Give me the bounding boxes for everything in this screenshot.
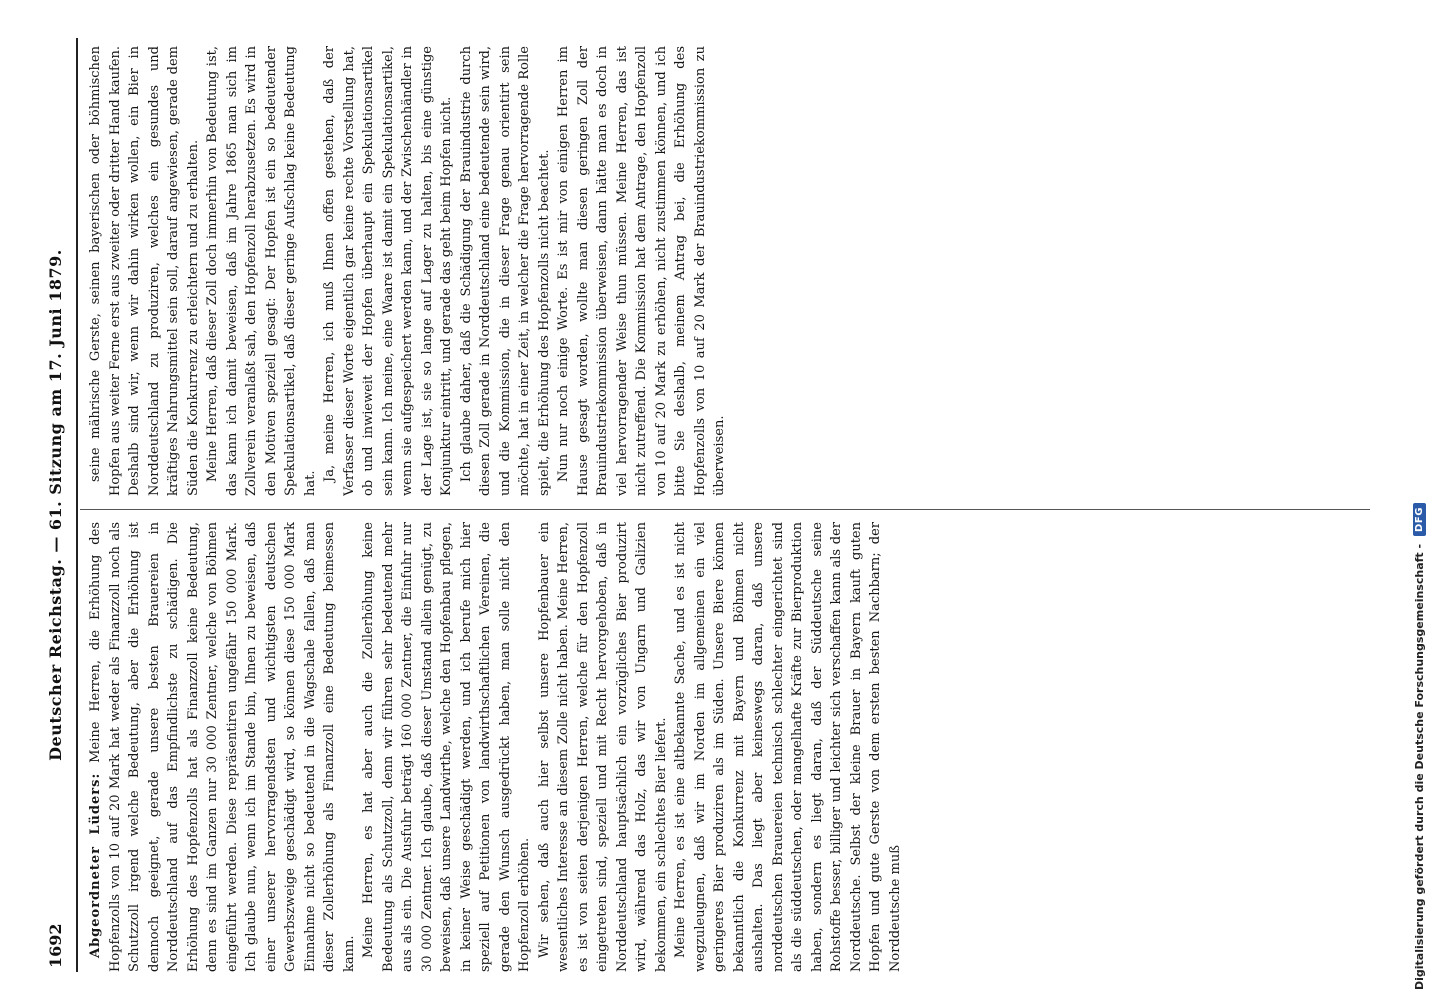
paragraph: Ich glaube daher, daß die Schädigung der Brauindustrie durch diesen Zoll gerade in Norddeutschland eine bedeutende sein wird, und die Kommission, die in dieser Frage genau orientirt sein möchte, hat in einer Zeit, in welcher die Frage hervorragende Rolle spielt, die Erhöhung des Hopfenzolls nicht beachtet. [458, 46, 552, 496]
paragraph-text: Meine Herren, die Erhöhung des Hopfenzolls von 10 auf 20 Mark hat weder als Finanzzoll noch als Schutzzoll irgend welche Bedeutung, aber die Erhöhung ist dennoch geeignet, gerade unsere besten Brauereien in Norddeutschland auf das Empfindlichste zu schädigen. Die Erhöhung des Hopfenzolls hat als Finanzzoll keine Bedeutung, denn es sind im Ganzen nur 30 000 Zentner, welche von Böhmen eingeführt werden. Diese repräsentiren ungefähr 150 000 Mark. Ich glaube nun, wenn ich im Stande bin, Ihnen zu beweisen, daß einer unserer hervorragendsten und wichtigsten deutschen Gewerbszweige geschädigt wird, so können diese 150 000 Mark Einnahme nicht so bedeutend in die Wagschale fallen, daß man dieser Zollerhöhung als Finanzzoll eine Bedeutung beimessen kann. [88, 522, 357, 972]
paragraph: Wir sehen, daß auch hier selbst unsere Hopfenbauer ein wesentliches Interesse an diesem Zolle nicht haben. Meine Herren, es ist von seiten derjenigen Herren, welche für den Hopfenzoll eingetreten sind, speziell und mit Recht hervorgehoben, daß in Norddeutschland hauptsächlich ein vorzügliches Bier produzirt wird, während das Holz, das wir von Ungarn und Galizien bekommen, ein schlechtes Bier liefert. [536, 522, 669, 972]
paragraph: Meine Herren, daß dieser Zoll doch immerhin von Bedeutung ist, das kann ich damit beweisen, daß im Jahre 1865 man sich im Zollverein veranlaßt sah, den Hopfenzoll herabzusetzen. Es wird in den Motiven speziell gesagt: Der Hopfen ist ein so bedeutender Spekulationsartikel, daß dieser geringe Aufschlag keine Bedeutung hat. [205, 46, 318, 496]
paragraph [86, 522, 359, 972]
paragraph: Meine Herren, es ist eine altbekannte Sache, und es ist nicht wegzuleugnen, daß wir im Norden im allgemeinen ein viel geringeres Bier produziren als im Süden. Unsere Biere können bekanntlich die Konkurrenz mit Bayern und Böhmen nicht aushalten. Das liegt aber keineswegs daran, daß unsere norddeutschen Brauereien technisch schlechter eingerichtet sind als die süddeutschen, oder mangelhafte Kräfte zur Bierproduktion haben, sondern es liegt daran, daß der Süddeutsche seine Rohstoffe besser, billiger und leichter sich verschaffen kann als der Norddeutsche. Selbst der kleine Brauer in Bayern kauft guten Hopfen und gute Gerste von dem ersten besten Nachbarn; der Norddeutsche muß [673, 522, 903, 972]
page-header [40, 38, 78, 972]
digitization-note: Digitalisierung gefördert durch die Deutsche Forschungsgemeinschaft - [1412, 543, 1426, 990]
column-divider [80, 509, 1370, 510]
dfg-logo: DFG [1413, 503, 1426, 536]
paragraph: seine mährische Gerste, seinen bayerischen oder böhmischen Hopfen aus weiter Ferne erst aus zweiter oder dritter Hand kaufen. Deshalb sind wir, wenn wir dahin wirken wollen, ein Bier in Norddeutschland zu produziren, welches ein gesundes und kräftiges Nahrungsmittel sein soll, darauf angewiesen, gerade dem Süden die Konkurrenz zu erleichtern und zu erhalten. [88, 46, 201, 496]
paragraph: Meine Herren, es hat aber auch die Zollerhöhung keine Bedeutung als Schutzzoll, denn wir führen sehr bedeutend mehr aus als ein. Die Ausfuhr beträgt 160 000 Zentner, die Einfuhr nur 30 000 Zentner. Ich glaube, daß dieser Umstand allein genügt, zu beweisen, daß unsere Landwirthe, welche den Hopfenbau pflegen, in keiner Weise geschädigt werden, und ich berufe mich hier speziell auf Petitionen von landwirthschaftlichen Vereinen, die gerade den Wunsch ausgedrückt haben, man solle nicht den Hopfenzoll erhöhen. [361, 522, 532, 972]
speaker-name: Abgeordneter Lüders: [88, 772, 103, 958]
paragraph: Nun nur noch einige Worte. Es ist mir von einigen Herren im Hause gesagt worden, wollte man diesen geringen Zoll der Brauindustriekommission überweisen, dann hätte man es doch in viel hervorragender Weise thun müssen. Meine Herren, das ist nicht zutreffend. Die Kommission hat dem Antrage, den Hopfenzoll von 10 auf 20 Mark zu erhöhen, nicht zustimmen können, und ich bitte Sie deshalb, meinem Antrag bei, die Erhöhung des Hopfenzolls von 10 auf 20 Mark der Brauindustriekommission zu überweisen. [556, 46, 727, 496]
left-column [86, 522, 1386, 972]
page-number: 1692 [46, 923, 65, 968]
digitization-credit [1408, 10, 1430, 990]
paragraph: Ja, meine Herren, ich muß Ihnen offen gestehen, daß der Verfasser dieser Worte eigentlich gar keine rechte Vorstellung hat, ob und inwieweit der Hopfen überhaupt ein Spekulationsartikel sein kann. Ich meine, eine Waare ist damit ein Spekulationsartikel, wenn sie aufgespeichert werden kann, und der Zwischenhändler in der Lage ist, sie so lange auf Lager zu halten, bis eine günstige Konjunktur eintritt, und gerade das geht beim Hopfen nicht. [322, 46, 454, 496]
right-column [86, 46, 1386, 496]
scanned-page [40, 30, 1400, 980]
page-title: Deutscher Reichstag. — 61. Sitzung am 17. Juni 1879. [46, 249, 65, 761]
